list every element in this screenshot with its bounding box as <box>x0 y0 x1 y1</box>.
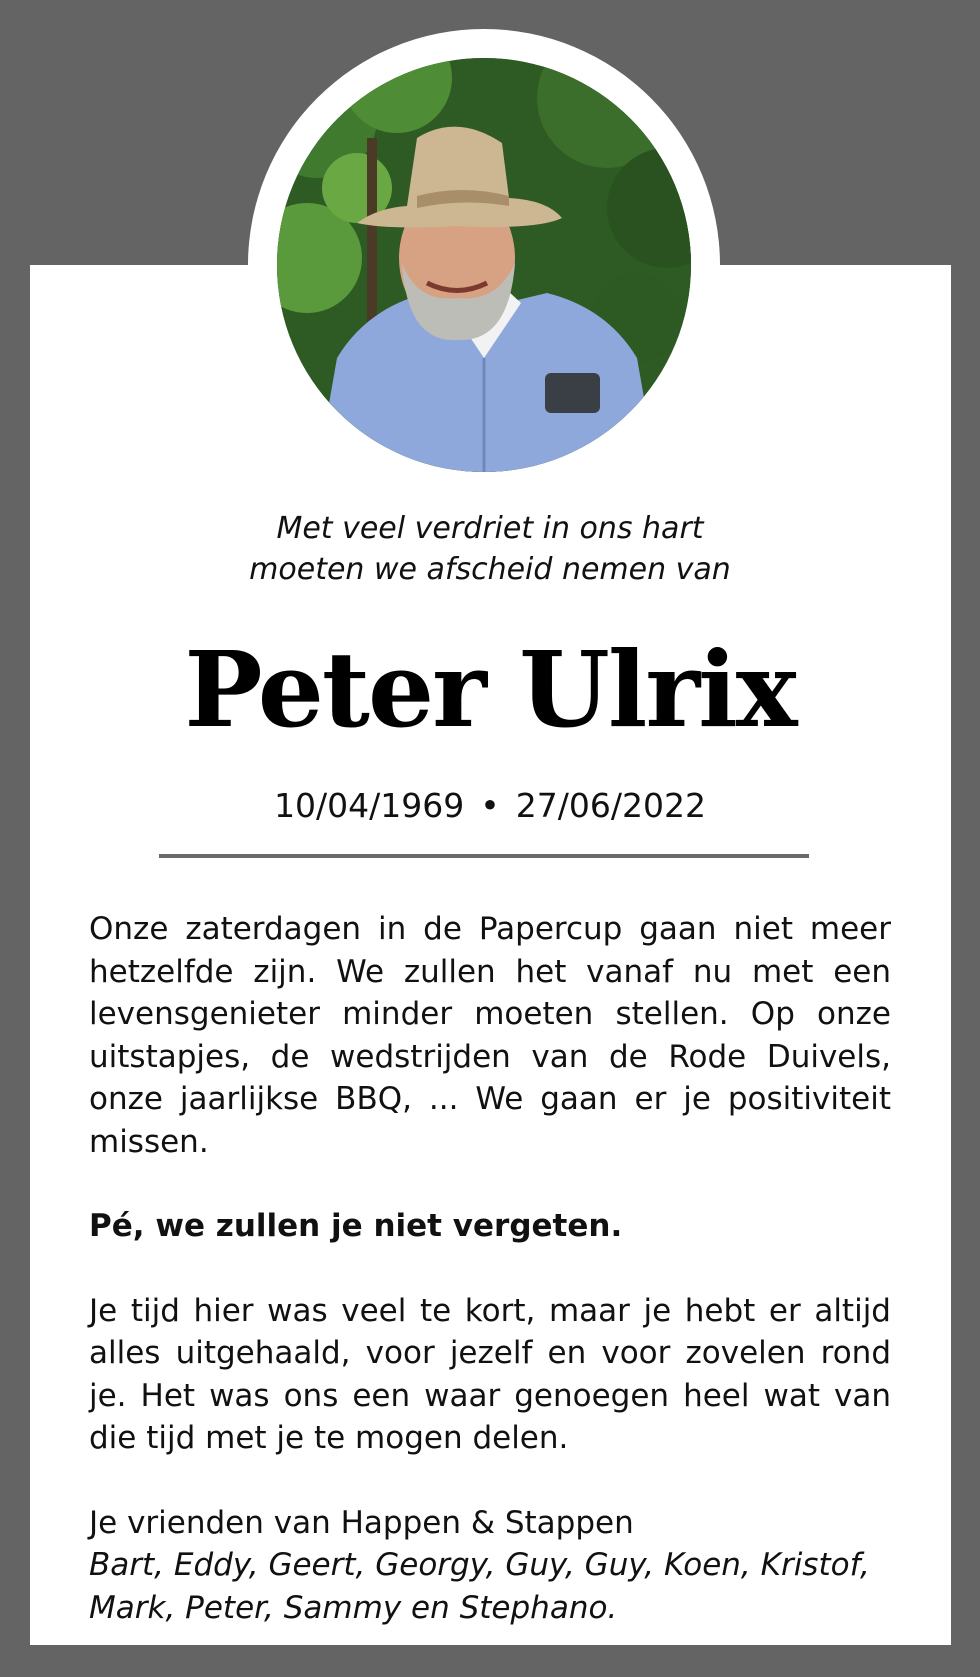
message-body <box>89 908 891 1629</box>
signature-block <box>89 1502 891 1630</box>
friend-names: Bart, Eddy, Geert, Georgy, Guy, Guy, Koen, Kristof, Mark, Peter, Sammy en Stephano. <box>89 1547 870 1626</box>
intro-line-1: Met veel verdriet in ons hart <box>276 511 704 546</box>
paragraph-tribute: Je tijd hier was veel te kort, maar je hebt er altijd alles uitgehaald, voor jezelf en voor zovelen rond je. Het was ons een waar genoegen heel wat van die tijd met je te mogen delen. <box>89 1292 891 1456</box>
birth-date: 10/04/1969 <box>274 786 465 825</box>
deceased-name: Peter Ulrix <box>184 628 796 751</box>
intro-text <box>0 508 980 590</box>
portrait-illustration <box>277 58 691 472</box>
paragraph-farewell: Pé, we zullen je niet vergeten. <box>89 1208 623 1244</box>
life-dates <box>0 785 980 827</box>
date-separator: • <box>480 786 500 825</box>
signature-line: Je vrienden van Happen & Stappen <box>89 1504 634 1541</box>
paragraph-memories: Onze zaterdagen in de Papercup gaan niet meer hetzelfde zijn. We zullen het vanaf nu met een levensgenieter minder moeten stellen. Op onze uitstapjes, de wedstrijden van de Rode Duivels, onze jaarlijkse BBQ, ... We gaan er je positiviteit missen. <box>89 911 891 1160</box>
death-date: 27/06/2022 <box>515 786 706 825</box>
intro-line-2: moeten we afscheid nemen van <box>249 552 731 587</box>
portrait-photo <box>277 58 691 472</box>
divider-line <box>159 854 809 858</box>
